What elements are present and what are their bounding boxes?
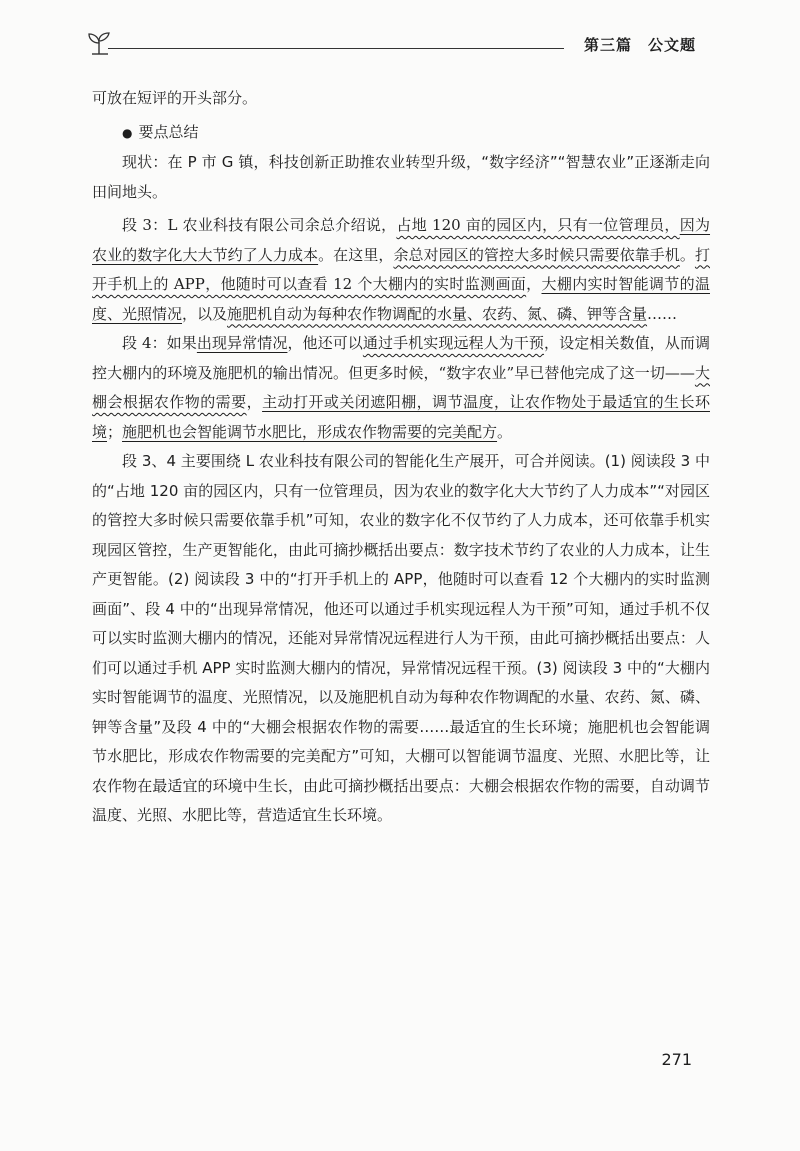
page-content xyxy=(92,84,710,831)
seg4-text: 。 xyxy=(497,422,513,441)
seg4-mark: 出现异常情况 xyxy=(196,334,288,352)
seg3-text: …… xyxy=(647,304,678,323)
status-paragraph: 现状：在 P 市 G 镇，科技创新正助推农业转型升级，“数字经济”“智慧农业”正逐渐走向田间地头。 xyxy=(92,153,710,201)
page-number: 271 xyxy=(661,1050,692,1069)
seg4-text: ，设定相关数值，从而调控大棚内的环境及施肥机的输出情况。但更多时候，“数字农业”早已替他完成了这一切—— xyxy=(92,334,710,382)
segment-3-paragraph xyxy=(92,211,710,329)
bullet-icon: ● xyxy=(122,125,133,140)
seg3-text: 。 xyxy=(679,245,695,264)
seg3-mark: 大棚内实时智能调节的温度、光照情况 xyxy=(92,275,710,323)
bullet-label: 要点总结 xyxy=(138,122,199,141)
seg3-mark: 余总对园区的管控大多时候只需要依靠手机 xyxy=(393,245,680,264)
seg3-text: ， xyxy=(526,275,542,293)
seg4-text: ； xyxy=(107,422,123,441)
seg3-mark: 打开手机上的 APP，他随时可以查看 12 个大棚内的实时监测画面 xyxy=(92,245,710,293)
seg4-mark: 通过手机实现远程人为干预 xyxy=(362,334,545,352)
analysis-paragraph: 段 3、4 主要围绕 L 农业科技有限公司的智能化生产展开，可合并阅读。(1) 阅读段 3 中的“占地 120 亩的园区内，只有一位管理员，因为农业的数字化大大节约了人力成本”“对园区的管控大多时候只需要依靠手机”可知，农业的数字化不仅节约了人力成本，还可依靠手机实现园区管控，生产更智能化，由此可摘抄概括出要点：数字技术节约了农业的人力成本，让生产更智能。(2) 阅读段 3 中的“打开手机上的 APP，他随时可以查看 12 个大棚内的实时监测画面”、段 4 中的“出现异常情况，他还可以通过手机实现远程人为干预”可知，通过手机不仅可以实时监测大棚内的情况，还能对异常情况远程进行人为干预，由此可摘抄概括出要点：人们可以通过手机 APP 实时监测大棚内的情况，异常情况远程干预。(3) 阅读段 3 中的“大棚内实时智能调节的温度、光照情况，以及施肥机自动为每种农作物调配的水量、农药、氮、磷、钾等含量”及段 4 中的“大棚会根据农作物的需要……最适宜的生长环境；施肥机也会智能调节水肥比，形成农作物需要的完美配方”可知，大棚可以智能调节温度、光照、水肥比等，让农作物在最适宜的环境中生长，由此可摘抄概括出要点：大棚会根据农作物的需要，自动调节温度、光照、水肥比等，营造适宜生长环境。 xyxy=(92,452,710,824)
seg4-text: ， xyxy=(246,393,263,411)
seg3-text: 段 3：L 农业科技有限公司余总介绍说， xyxy=(122,216,397,234)
chapter-title: 第三篇 公文题 xyxy=(583,36,696,54)
seg3-mark: 施肥机自动为每种农作物调配的水量、农药、氮、磷、钾等含量 xyxy=(227,304,648,323)
sprout-icon xyxy=(84,28,114,58)
page-header xyxy=(84,28,714,62)
text-line: 可放在短评的开头部分。 xyxy=(92,89,258,107)
segment-4-paragraph xyxy=(92,329,710,447)
seg3-mark: 因为农业的数字化大大节约了人力成本 xyxy=(92,216,711,264)
seg4-mark: 施肥机也会智能调节水肥比，形成农作物需要的完美配方 xyxy=(122,422,498,441)
seg4-text: 段 4：如果 xyxy=(122,334,197,352)
seg4-mark: 大棚会根据农作物的需要 xyxy=(92,363,710,411)
seg3-mark: 占地 120 亩的园区内，只有一位管理员， xyxy=(396,216,680,234)
seg4-text: ，他还可以 xyxy=(287,334,363,352)
seg4-mark: 主动打开或关闭遮阳棚，调节温度，让农作物处于最适宜的生长环境 xyxy=(92,393,710,441)
seg3-text: 。在这里， xyxy=(318,245,394,264)
header-rule xyxy=(108,48,564,49)
seg3-text: ，以及 xyxy=(182,304,228,323)
bullet-heading xyxy=(92,118,710,149)
